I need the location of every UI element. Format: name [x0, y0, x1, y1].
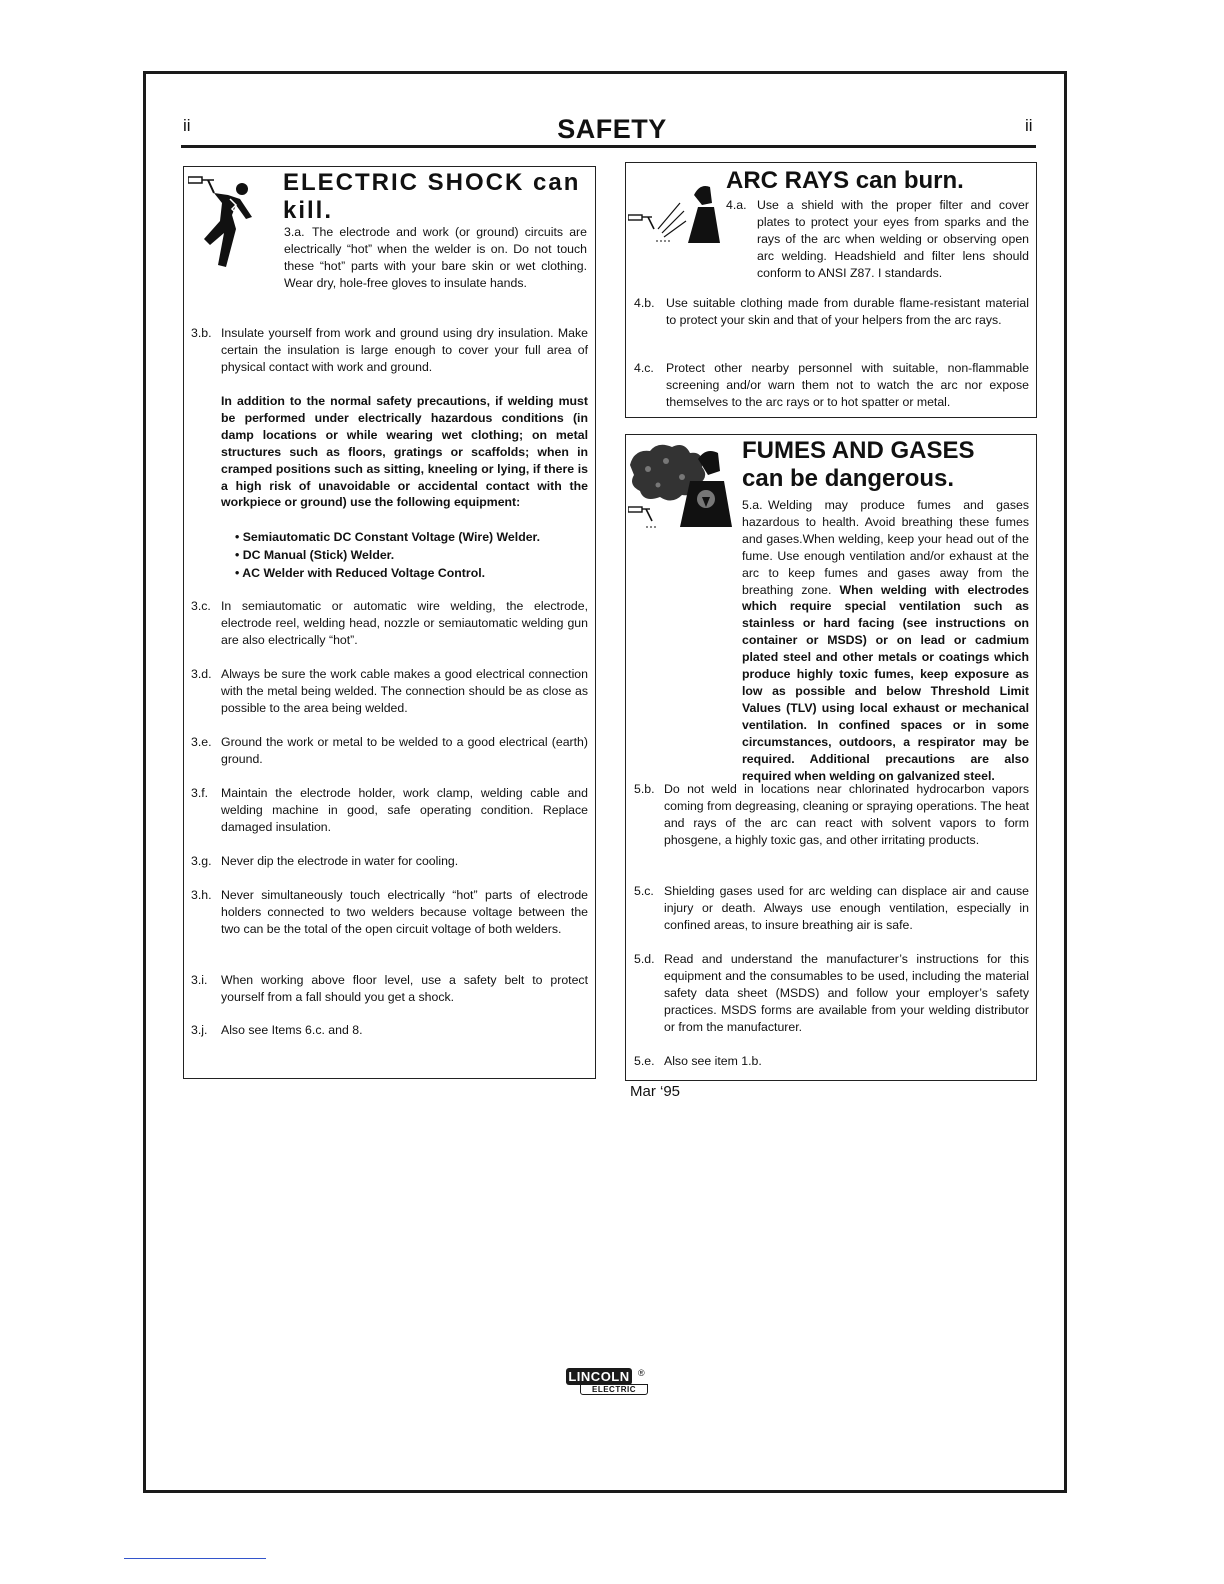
- note-text: In addition to the normal safety precautions, if welding must be performed under electrically hazardous conditions (in damp locations or while wearing wet clothing; on metal structures such as floors, gratings or scaffolds; when in cramped positions such as sitting, kneeling or lying, if there is a high risk of unavoidable or accidental contact with the workpiece or ground) use the following equipment:: [221, 394, 588, 510]
- item-text: Never simultaneously touch electrically “hot” parts of electrode holders connected to two welders because voltage between the two can be the total of the open circuit voltage of both welders.: [221, 888, 588, 936]
- item-text: Shielding gases used for arc welding can displace air and cause injury or death. Always use enough ventilation, especially in confined areas, to insure breathing air is safe.: [664, 884, 1029, 932]
- item-3g: [191, 853, 588, 870]
- item-5a-text: [742, 497, 1029, 784]
- lincoln-electric-logo: [566, 1368, 651, 1395]
- bottom-rule: [124, 1558, 266, 1559]
- item-text: Insulate yourself from work and ground using dry insulation. Make certain the insulation is large enough to cover your full area of physical contact with work and ground.: [221, 326, 588, 374]
- registered-mark: ®: [638, 1368, 645, 1378]
- equipment-item: • AC Welder with Reduced Voltage Control.: [235, 566, 486, 580]
- item-text: Read and understand the manufacturer’s instructions for this equipment and the consumables to be used, including the material safety data sheet (MSDS) and follow your employer’s safety practices. MSDS forms are available from your welding distributor or from the manufacturer.: [664, 952, 1029, 1034]
- item-number: 3.g.: [191, 854, 212, 868]
- item-number: 3.h.: [191, 888, 212, 902]
- item-3c: [191, 598, 588, 649]
- item-number: 3.i.: [191, 973, 208, 987]
- item-number: 3.f.: [191, 786, 209, 800]
- item-5d: [634, 951, 1029, 1036]
- item-3f: [191, 785, 588, 836]
- page-title: SAFETY: [557, 114, 667, 144]
- item-3a: [284, 224, 587, 292]
- item-4b: [634, 295, 1029, 329]
- page-number-left: ii: [183, 116, 191, 135]
- header-rule: [181, 145, 1036, 148]
- revision-date: Mar ‘95: [630, 1083, 681, 1100]
- item-text: Use suitable clothing made from durable flame-resistant material to protect your skin and that of your helpers from the arc rays.: [666, 296, 1029, 327]
- item-text: The electrode and work (or ground) circuits are electrically “hot” when the welder is on. Do not touch these “hot” parts with your bare skin or wet clothing. Wear dry, hole-free gloves to insulate hands.: [284, 225, 587, 290]
- equipment-item: • Semiautomatic DC Constant Voltage (Wire) Welder.: [235, 530, 541, 544]
- electric-shock-icon: [188, 171, 280, 273]
- item-5c: [634, 883, 1029, 934]
- fumes-title-line2: can be dangerous.: [742, 464, 955, 492]
- arc-rays-section: [625, 162, 1037, 418]
- arc-rays-title: ARC RAYS can burn.: [726, 167, 964, 194]
- item-3j: [191, 1022, 588, 1039]
- fumes-title-line1: FUMES AND GASES: [742, 437, 975, 464]
- item-5a-start: [742, 497, 1029, 784]
- item-number: 3.e.: [191, 735, 212, 749]
- item-text: Do not weld in locations near chlorinated hydrocarbon vapors coming from degreasing, cleaning or spraying operations. The heat and rays of the arc can react with solvent vapors to form phosgene, a highly toxic gas, and other irritating products.: [664, 782, 1029, 847]
- item-text: In semiautomatic or automatic wire welding, the electrode, electrode reel, welding head, nozzle or semiautomatic welding gun are also electrically “hot”.: [221, 599, 588, 647]
- arc-welder-icon: [628, 181, 724, 253]
- item-text: Maintain the electrode holder, work clamp, welding cable and welding machine in good, safe operating condition. Replace damaged insulation.: [221, 786, 588, 834]
- item-3h: [191, 887, 588, 938]
- item-text: Also see item 1.b.: [664, 1054, 762, 1068]
- fumes-icon: [628, 441, 740, 533]
- item-3d: [191, 666, 588, 717]
- item-number: 5.e.: [634, 1054, 655, 1068]
- item-number: 3.a.: [284, 225, 305, 239]
- item-number: 4.c.: [634, 361, 654, 375]
- item-4c: [634, 360, 1029, 411]
- item-3e: [191, 734, 588, 768]
- electric-shock-title: ELECTRIC SHOCK can kill.: [283, 169, 581, 224]
- item-text: Always be sure the work cable makes a good electrical connection with the metal being welded. The connection should be as close as possible to the area being welded.: [221, 667, 588, 715]
- hazard-conditions-note: [221, 393, 588, 511]
- item-3b: [191, 325, 588, 376]
- item-5e: [634, 1053, 1029, 1070]
- logo-top-text: LINCOLN: [566, 1368, 632, 1385]
- equipment-item: • DC Manual (Stick) Welder.: [235, 548, 395, 562]
- item-3i: [191, 972, 588, 1006]
- item-5a-bold-text: When welding with electrodes which require special ventilation such as stainless or hard facing (see instructions on container or MSDS) or on lead or cadmium plated steel and other metals or coatings which produce highly toxic fumes, keep exposure as low as possible and below Threshold Limit Values (TLV) using local exhaust or mechanical ventilation. In confined spaces or in some circumstances, outdoors, a respirator may be required. Additional precautions are also required when welding on galvanized steel.: [742, 582, 1029, 783]
- item-5b: [634, 781, 1029, 849]
- item-number: 5.b.: [634, 782, 655, 796]
- item-text: Protect other nearby personnel with suitable, non-flammable screening and/or warn them not to watch the arc nor expose themselves to the arc rays or to hot spatter or metal.: [666, 361, 1029, 409]
- item-number: 4.a.: [726, 198, 747, 212]
- item-4a: [726, 197, 1029, 282]
- page-number-right: ii: [1025, 116, 1033, 135]
- item-number: 4.b.: [634, 296, 655, 310]
- fumes-title: [742, 437, 974, 492]
- item-text: Use a shield with the proper filter and cover plates to protect your eyes from sparks and the rays of the arc when welding or observing open arc welding. Headshield and filter lens should conform to ANSI Z87. I standards.: [757, 198, 1029, 280]
- item-number: 5.d.: [634, 952, 655, 966]
- item-number: 3.b.: [191, 326, 212, 340]
- item-number: 5.a.: [742, 498, 763, 512]
- equipment-list: [235, 528, 540, 582]
- item-text: Never dip the electrode in water for cooling.: [221, 854, 459, 868]
- logo-bottom-text: ELECTRIC: [580, 1384, 648, 1395]
- item-number: 3.d.: [191, 667, 212, 681]
- item-text: Ground the work or metal to be welded to a good electrical (earth) ground.: [221, 735, 588, 766]
- item-text: When working above floor level, use a safety belt to protect yourself from a fall should you get a shock.: [221, 973, 588, 1004]
- item-number: 3.c.: [191, 599, 211, 613]
- item-text: Also see Items 6.c. and 8.: [221, 1023, 363, 1037]
- item-5a-normal-text: Welding may produce fumes and gases hazardous to health. Avoid breathing these fumes and gases.When welding, keep your head out of the fume. Use enough ventilation and/or exhaust at the arc to keep fumes and gases away from the breathing zone.: [742, 498, 1029, 597]
- electric-shock-section: [183, 166, 596, 1079]
- fumes-section: [625, 434, 1037, 1081]
- item-number: 5.c.: [634, 884, 654, 898]
- item-number: 3.j.: [191, 1023, 208, 1037]
